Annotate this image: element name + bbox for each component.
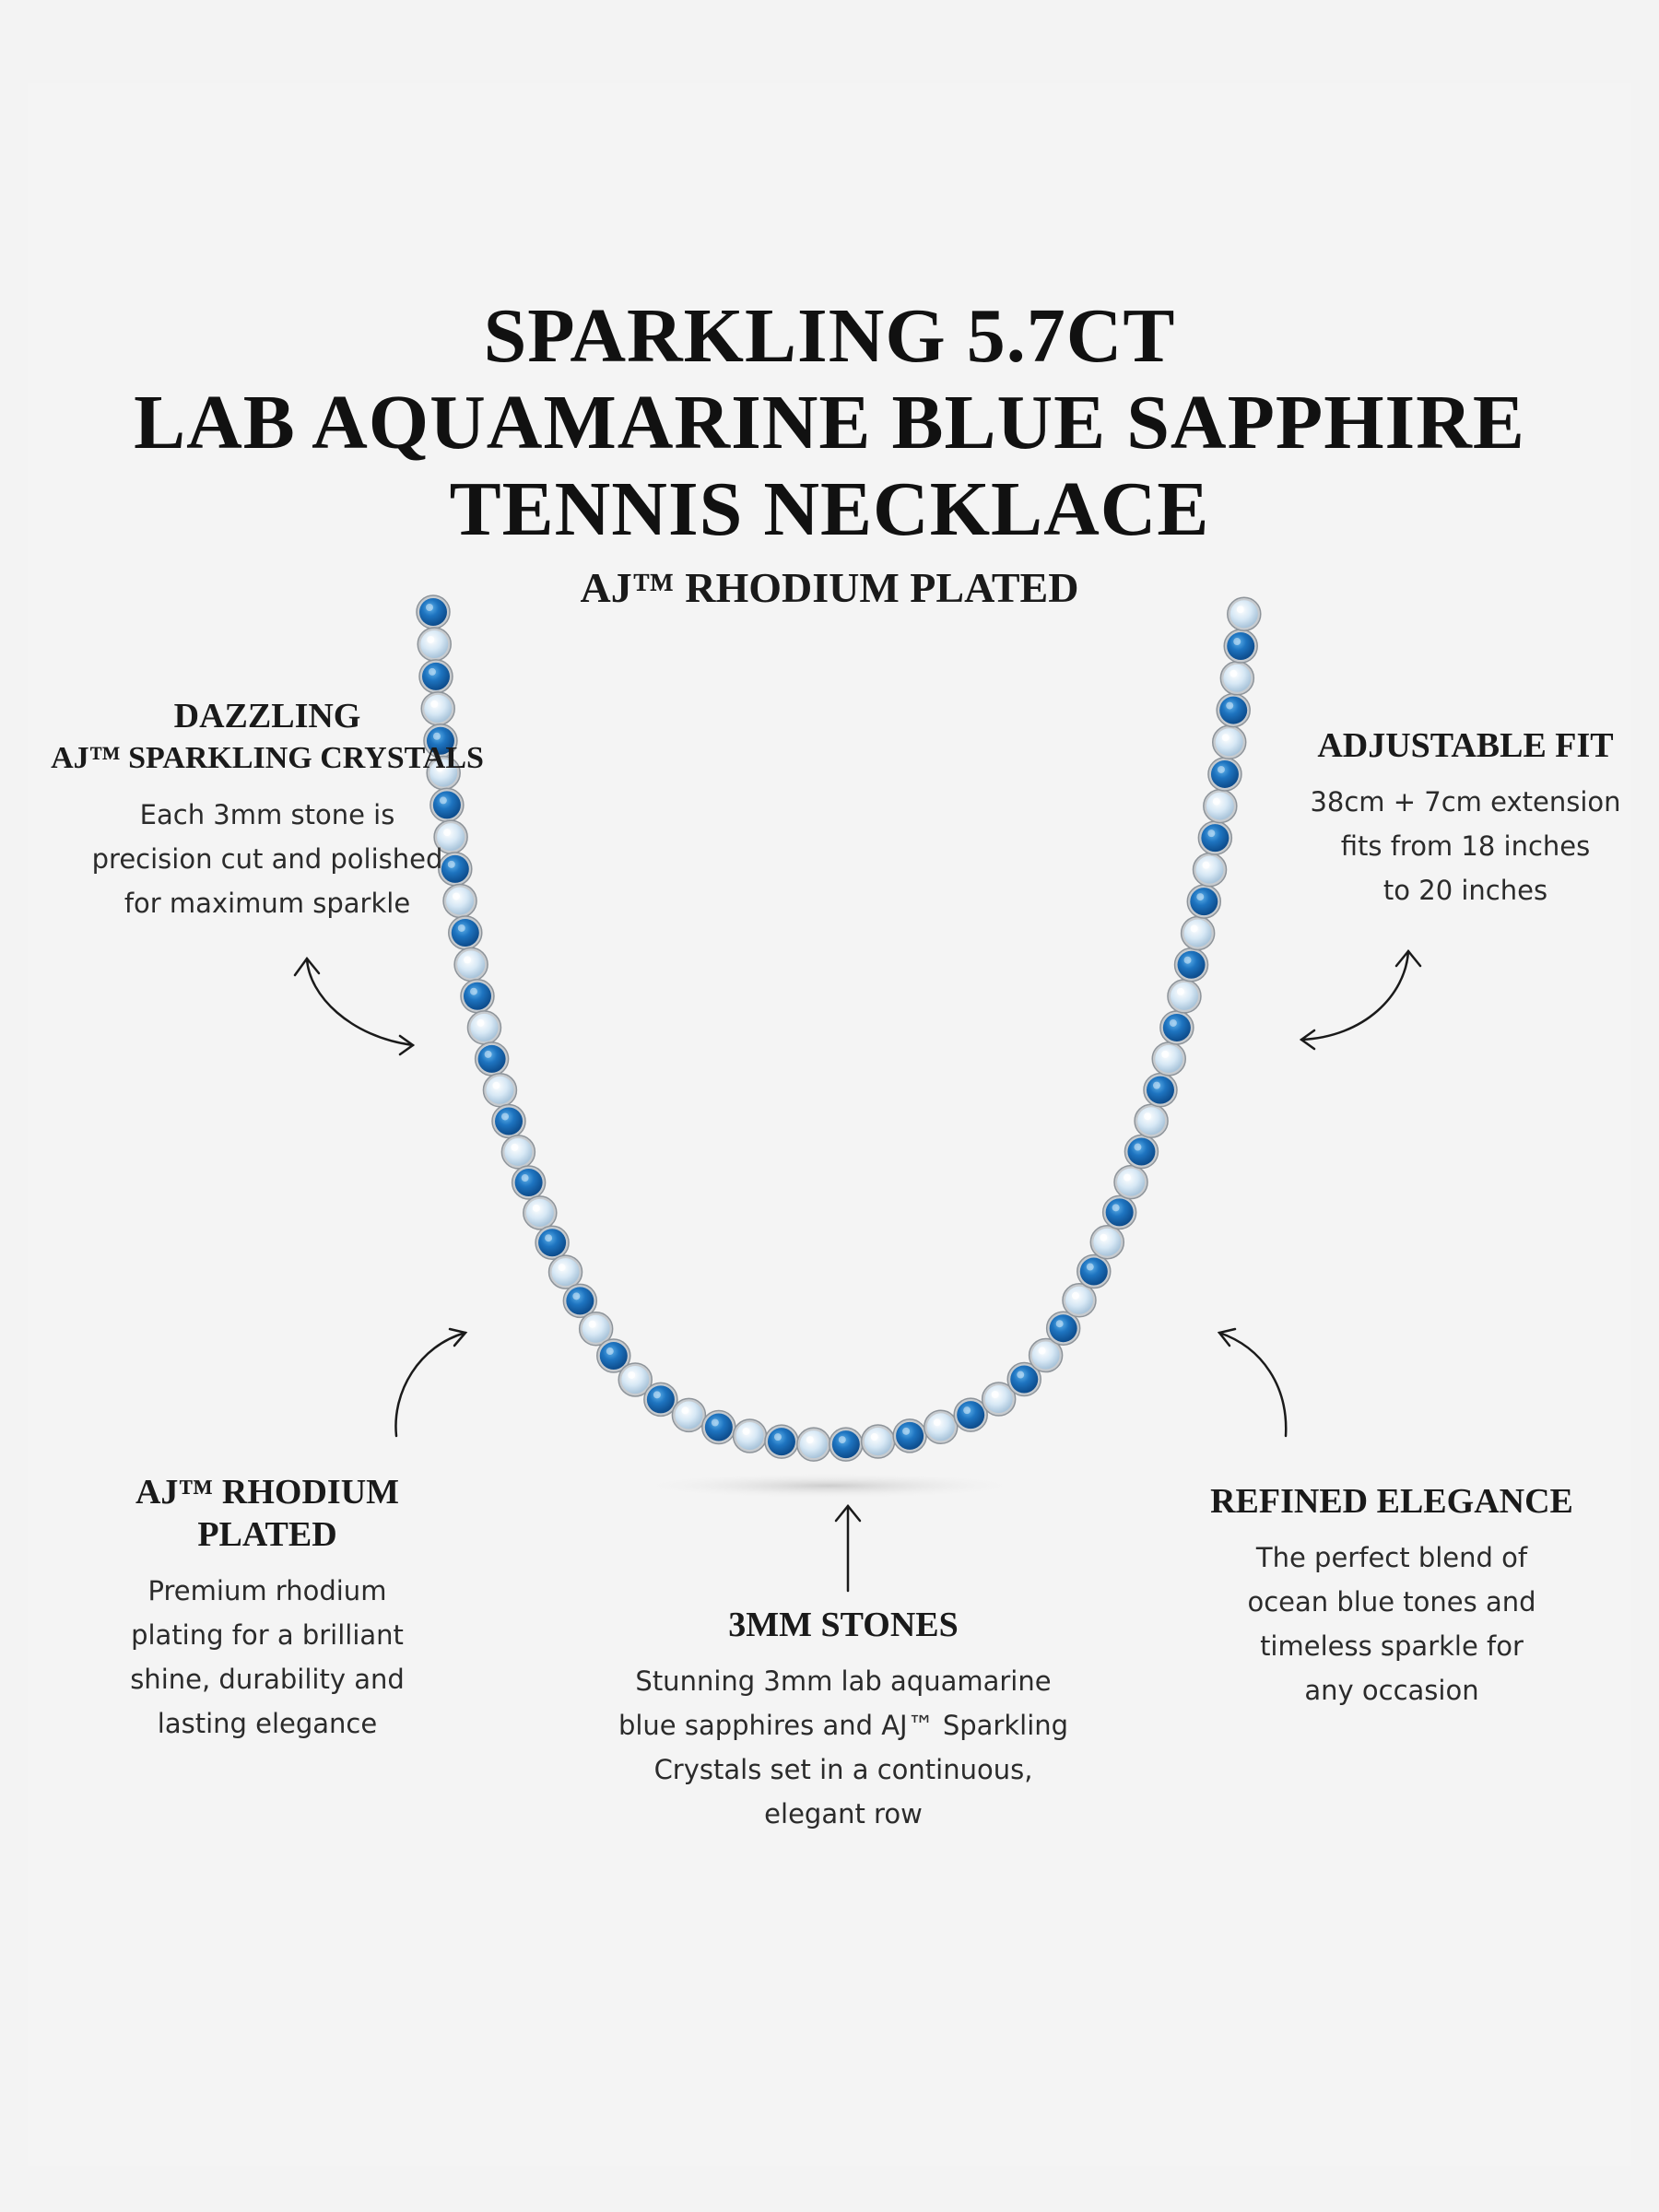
feature-text-line: ocean blue tones and [1247, 1586, 1536, 1618]
feature-heading: DAZZLING [173, 697, 361, 735]
feature-description [1161, 1535, 1622, 1712]
feature-text-line: any occasion [1304, 1675, 1479, 1706]
feature-text-line: timeless sparkle for [1260, 1630, 1524, 1662]
feature-text-line: precision cut and polished [91, 843, 443, 875]
feature-description [567, 1659, 1120, 1836]
feature-text-line: lasting elegance [157, 1708, 378, 1739]
title-line-2: LAB AQUAMARINE BLUE SAPPHIRE [134, 380, 1525, 465]
feature-heading: REFINED ELEGANCE [1210, 1482, 1573, 1521]
product-title [0, 293, 1659, 614]
feature-adjustable-fit [1235, 724, 1659, 912]
curved-arrow-icon [395, 1329, 465, 1436]
title-line-1: SPARKLING 5.7CT [483, 293, 1176, 379]
feature-description [37, 793, 498, 925]
feature-rhodium-plated [37, 1471, 498, 1746]
feature-text-line: Crystals set in a continuous, [653, 1754, 1033, 1785]
feature-text-line: Stunning 3mm lab aquamarine [635, 1665, 1052, 1697]
feature-text-line: plating for a brilliant [131, 1619, 404, 1651]
feature-heading: AJ™ SPARKLING CRYSTALS [51, 741, 484, 775]
feature-dazzling [37, 695, 498, 925]
feature-heading: AJ™ RHODIUM [135, 1473, 400, 1512]
product-subtitle: AJ™ RHODIUM PLATED [580, 564, 1079, 611]
feature-text-line: for maximum sparkle [124, 888, 411, 919]
feature-description [1235, 780, 1659, 912]
feature-text-line: to 20 inches [1382, 875, 1548, 906]
curved-arrow-icon [295, 959, 413, 1054]
feature-heading: 3MM STONES [728, 1606, 959, 1644]
feature-text-line: Each 3mm stone is [139, 799, 395, 830]
feature-text-line: fits from 18 inches [1340, 830, 1591, 862]
title-line-3: TENNIS NECKLACE [449, 466, 1210, 552]
up-arrow-icon [836, 1506, 860, 1591]
feature-description [37, 1569, 498, 1746]
feature-text-line: Premium rhodium [147, 1575, 387, 1606]
feature-text-line: blue sapphires and AJ™ Sparkling [618, 1710, 1069, 1741]
feature-text-line: 38cm + 7cm extension [1310, 786, 1621, 818]
curved-arrow-icon [1301, 951, 1420, 1049]
feature-heading: PLATED [197, 1515, 337, 1554]
feature-text-line: elegant row [764, 1798, 923, 1830]
feature-refined-elegance [1161, 1480, 1622, 1712]
curved-arrow-icon [1219, 1329, 1286, 1436]
feature-3mm-stones [567, 1604, 1120, 1836]
feature-text-line: shine, durability and [130, 1664, 405, 1695]
feature-text-line: The perfect blend of [1255, 1542, 1528, 1573]
feature-heading: ADJUSTABLE FIT [1317, 726, 1614, 765]
